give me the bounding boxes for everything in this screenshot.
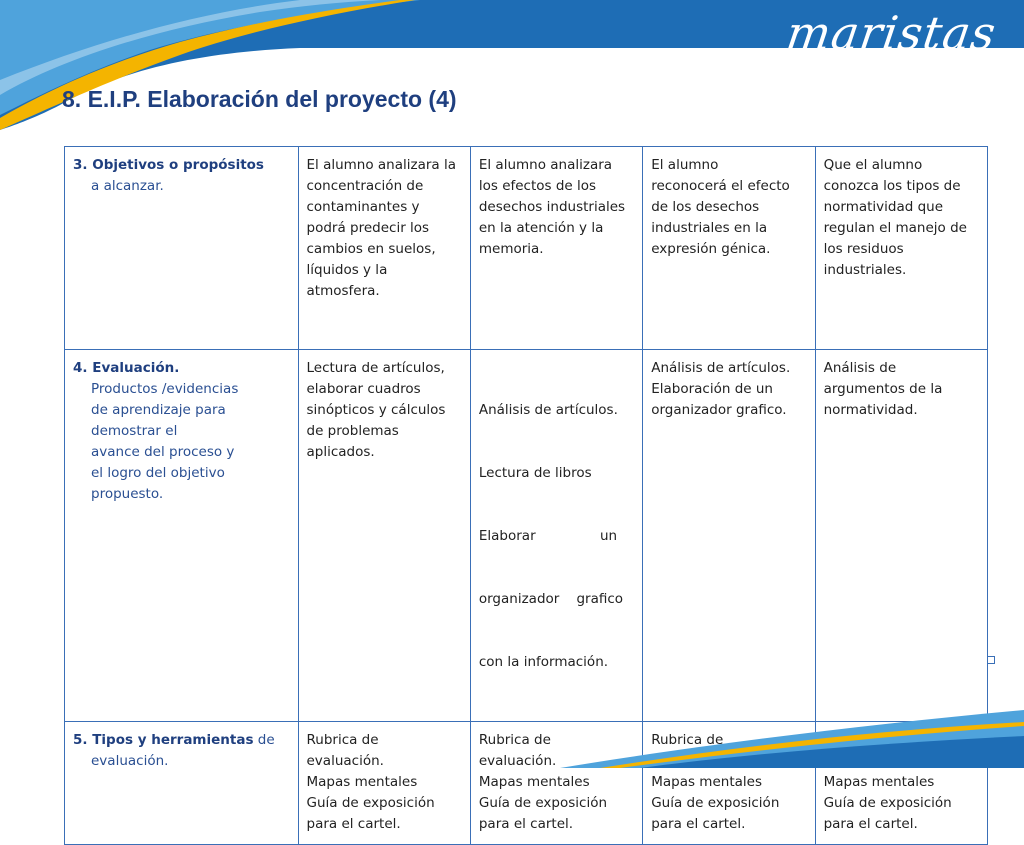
table-cell [298,350,470,722]
cell-text: Que el alumno [823,157,923,173]
cell-text: Guía de exposición [823,795,952,811]
cell-text: regulan el manejo de [823,220,967,236]
cell-text: Guía de exposición [306,795,435,811]
row-label-rest: Productos /evidencias [91,381,239,397]
footer-wave-band [0,690,1024,768]
table-cell [470,147,642,350]
cell-text: El alumno [651,157,719,173]
table-cell [470,350,642,722]
cell-text: industriales en la [651,220,768,236]
cell-text: líquidos y la [306,262,388,278]
row-label-rest: evaluación. [91,753,169,769]
cell-text: Lectura de libros [478,465,592,481]
cell-text: Lectura de artículos, [306,360,445,376]
cell-text: reconocerá el efecto [651,178,790,194]
cell-text: Mapas mentales [651,774,762,790]
cell-text: con la información. [478,654,609,670]
row-label-rest: el logro del objetivo [91,465,225,481]
cell-text: memoria. [478,241,544,257]
cell-text: Análisis de artículos. [651,360,791,376]
row-label-cell [65,350,299,722]
row-label-rest: de aprendizaje para [91,402,226,418]
cell-text: El alumno analizara [478,157,613,173]
cell-text: Mapas mentales [306,774,418,790]
cell-text: los efectos de los [478,178,597,194]
row-label-rest: a alcanzar. [91,178,164,194]
cell-text: para el cartel. [306,816,401,832]
table-cell [298,147,470,350]
cell-text: elaborar cuadros [306,381,421,397]
cell-text: desechos industriales [478,199,626,215]
maristas-logo: maristas [783,6,1000,60]
cell-text: Elaborar un [478,528,618,544]
cell-text: sinópticos y cálculos [306,402,446,418]
cell-text: organizador grafico. [651,402,787,418]
table-resize-handle[interactable] [987,656,995,664]
cell-text: de problemas [306,423,399,439]
cell-text: contaminantes y [306,199,420,215]
row-label-rest: demostrar el [91,423,178,439]
cell-text: los residuos [823,241,904,257]
cell-text: evaluación. [306,753,384,769]
cell-text: El alumno analizara la [306,157,457,173]
cell-text: Elaboración de un [651,381,773,397]
cell-text: para el cartel. [823,816,918,832]
cell-text: en la atención y la [478,220,604,236]
cell-text: conozca los tipos de [823,178,961,194]
cell-text: expresión génica. [651,241,771,257]
cell-text: concentración de [306,178,424,194]
cell-text: Rubrica de [306,732,379,748]
cell-text: normatividad. [823,402,918,418]
table-row-objetivos [65,147,988,350]
cell-text: Mapas mentales [823,774,935,790]
cell-text: Análisis de [823,360,897,376]
cell-text: podrá predecir los [306,220,430,236]
cell-text: Rubrica de [651,732,724,748]
page-title: 8. E.I.P. Elaboración del proyecto (4) [62,86,457,112]
row-label-head: 4. Evaluación. [73,360,180,376]
cell-text: organizador grafico [478,591,624,607]
table-cell [815,350,987,722]
table-cell [815,147,987,350]
cell-text: argumentos de la [823,381,943,397]
row-label-cell [65,147,299,350]
cell-text: para el cartel. [478,816,574,832]
table-cell [643,350,815,722]
cell-text: Mapas mentales [478,774,590,790]
row-label-rest: avance del proceso y [91,444,235,460]
row-label-head-tail: de [253,732,275,748]
cell-text: de los desechos [651,199,760,215]
cell-text: aplicados. [306,444,375,460]
table-cell [643,147,815,350]
cell-text: cambios en suelos, [306,241,436,257]
table-row-evaluacion [65,350,988,722]
row-label-head: 3. Objetivos o propósitos [73,157,264,173]
cell-text: evaluación. [478,753,557,769]
row-label-head: 5. Tipos y herramientas [73,732,254,748]
cell-text: industriales. [823,262,907,278]
cell-text: para el cartel. [651,816,746,832]
cell-text: Guía de exposición [651,795,780,811]
cell-text: Guía de exposición [478,795,608,811]
cell-text: normatividad que [823,199,944,215]
cell-text: atmosfera. [306,283,380,299]
cell-text: Rubrica de [478,732,551,748]
cell-text: Análisis de artículos. [478,402,618,418]
row-label-rest: propuesto. [91,486,164,502]
